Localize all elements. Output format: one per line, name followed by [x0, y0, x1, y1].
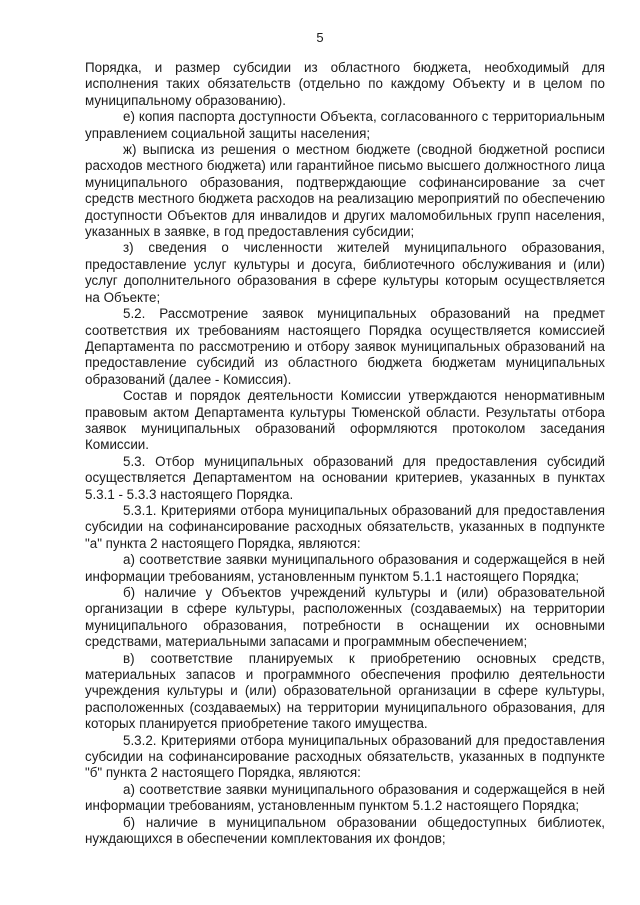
paragraph-5-3: 5.3. Отбор муниципальных образований для предоставления субсидий осуществляется Департаментом на основании критериев, указанных в пунктах 5.3.1 - 5.3.3 настоящего Порядка. [85, 453, 605, 502]
paragraph-5-3-2-b: б) наличие в муниципальном образовании общедоступных библиотек, нуждающихся в обеспечении комплектования их фондов; [85, 814, 605, 847]
paragraph-5-3-1: 5.3.1. Критериями отбора муниципальных образований для предоставления субсидии на софинансирование расходных обязательств, указанных в подпункте "а" пункта 2 настоящего Порядка, являются: [85, 502, 605, 551]
paragraph-continuation: Порядка, и размер субсидии из областного бюджета, необходимый для исполнения таких обязательств (отдельно по каждому Объекту и в целом по муниципальному образованию). [85, 60, 605, 108]
paragraph-commission: Состав и порядок деятельности Комиссии утверждаются ненормативным правовым актом Департамента культуры Тюменской области. Результаты отбора заявок муниципальных образований оформляются протоколом заседания Комиссии. [85, 388, 605, 453]
paragraph-5-3-2: 5.3.2. Критериями отбора муниципальных образований для предоставления субсидии на софинансирование расходных обязательств, указанных в подпункте "б" пункта 2 настоящего Порядка, являются: [85, 732, 605, 781]
paragraph-5-3-1-v: в) соответствие планируемых к приобретению основных средств, материальных запасов и программного обеспечения профилю деятельности учреждения культуры и (или) образовательной организации в сфере культуры, расположенных (создаваемых) на территории муниципального образования, для которых планируется приобретение такого имущества. [85, 650, 605, 732]
paragraph-item-e: е) копия паспорта доступности Объекта, согласованного с территориальным управлением социальной защиты населения; [85, 109, 605, 141]
paragraph-5-3-2-a: а) соответствие заявки муниципального образования и содержащейся в ней информации требованиям, установленным пунктом 5.1.2 настоящего Порядка; [85, 781, 605, 814]
paragraph-item-z: з) сведения о численности жителей муниципального образования, предоставление услуг культуры и досуга, библиотечного обслуживания и (или) услуг дополнительного образования в сфере культуры которым осуществляется на Объекте; [85, 240, 605, 305]
paragraph-5-3-1-b: б) наличие у Объектов учреждений культуры и (или) образовательной организации в сфере культуры, расположенных (создаваемых) на территории муниципального образования, потребности в оснащении их основными средствами, материальными запасами и программным обеспечением; [85, 585, 605, 650]
paragraph-item-zh: ж) выписка из решения о местном бюджете (сводной бюджетной росписи расходов местного бюджета) или гарантийное письмо высшего должностного лица муниципального образования, подтверждающие софинансирование за счет средств местного бюджета расходов на реализацию мероприятий по обеспечению доступности Объектов для инвалидов и других маломобильных групп населения, указанных в заявке, в год предоставления субсидии; [85, 142, 605, 240]
paragraph-5-2: 5.2. Рассмотрение заявок муниципальных образований на предмет соответствия их требованиям настоящего Порядка осуществляется комиссией Департамента по рассмотрению и отбору заявок муниципальных образований на предоставление субсидий из областного бюджета бюджетам муниципальных образований (далее - Комиссия). [85, 306, 605, 387]
page-number: 5 [316, 30, 324, 45]
paragraph-5-3-1-a: а) соответствие заявки муниципального образования и содержащейся в ней информации требованиям, установленным пунктом 5.1.1 настоящего Порядка; [85, 552, 605, 584]
document-body [85, 60, 605, 848]
